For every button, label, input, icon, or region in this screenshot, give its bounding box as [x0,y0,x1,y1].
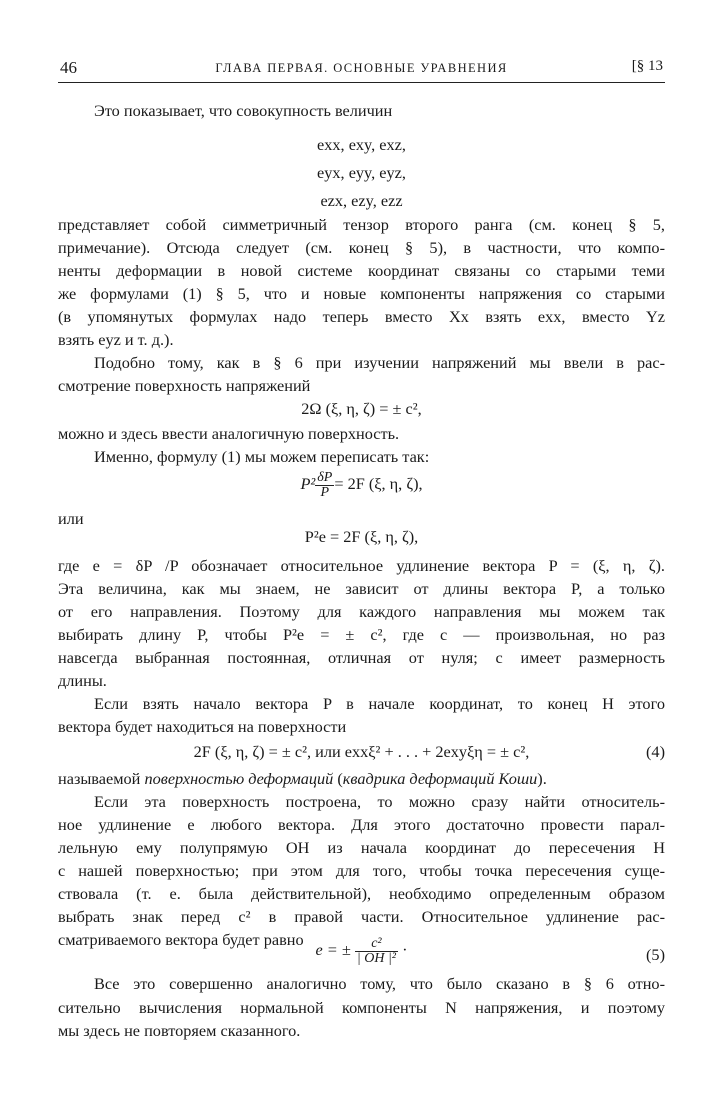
paragraph-line: ное удлинение e любого вектора. Для этого достаточно провести парал- [58,815,665,834]
paragraph-line: выбирать длину P, чтобы P²e = ± c², где c — произвольная, но раз [58,625,665,644]
paragraph-line: вектора будет находиться на поверхности [58,717,347,736]
matrix-row-2: eyx, eyy, eyz, [317,163,406,182]
paragraph-line: взять eyz и т. д.). [58,330,174,349]
formula-4: 2F (ξ, η, ζ) = ± c², или exxξ² + . . . + 2exyξη = ± c², (4) [193,742,665,761]
paragraph-line: называемой поверхностью деформаций (квадрика деформаций Коши). [58,769,547,788]
paragraph-line: Это показывает, что совокупность величин [94,101,393,120]
paragraph-line: смотрение поверхность напряжений [58,376,311,395]
equation-number: (4) [646,742,665,761]
matrix-row-1: exx, exy, exz, [317,135,406,154]
paragraph-line: или [58,509,84,528]
formula-stress-surface: 2Ω (ξ, η, ζ) = ± c², [301,399,422,418]
paragraph-line: Эта величина, как мы знаем, не зависит от длины вектора P, а только [58,579,665,598]
formula-p2e: P²e = 2F (ξ, η, ζ), [304,527,419,546]
paragraph-line: сительно вычисления нормальной компоненты N напряжения, и поэтому [58,998,665,1017]
fraction: $\frac{\text{c²}}{\text{| OH |²}}$ [356,936,396,966]
paragraph-line: длины. [58,671,107,690]
paragraph-line: Все это совершенно аналогично тому, что было сказано в § 6 отно- [94,974,665,993]
paragraph-line: представляет собой симметричный тензор второго ранга (см. конец § 5, [58,215,665,234]
equation-number: (5) [646,945,665,964]
paragraph-line: лельную ему полупрямую OH из начала координат до пересечения H [58,838,665,857]
paragraph-line: (в упомянутых формулах надо теперь вместо Xx взять exx, вместо Yz [58,307,665,326]
paragraph-line: Если эта поверхность построена, то можно сразу найти относитель- [94,792,665,811]
paragraph-line: с нашей поверхностью; при этом для того, чтобы точка пересечения суще- [58,861,665,880]
paragraph-line: можно и здесь ввести аналогичную поверхность. [58,424,400,443]
formula-1-rewritten: P² $\frac{\delta P}{P}$ = 2F (ξ, η, ζ), [300,470,423,500]
paragraph-line: ствовала (т. е. была действительной), необходимо определенным образом [58,884,665,903]
fraction: $\frac{\delta P}{P}$ [317,470,333,500]
paragraph-line: мы здесь не повторяем сказанного. [58,1021,301,1040]
running-header [58,58,665,83]
paragraph-line: Если взять начало вектора P в начале координат, то конец H этого [94,694,665,713]
chapter-title: ГЛАВА ПЕРВАЯ. ОСНОВНЫЕ УРАВНЕНИЯ [215,61,508,75]
formula-5: e = ± $\frac{\text{c²}}{\text{| OH |²}}$ · (5) [315,936,665,966]
paragraph-line: навсегда выбранная постоянная, отличная от нуля; c имеет размерность [58,648,665,667]
page-number: 46 [60,58,77,77]
paragraph-line: выбрать знак перед c² в правой части. Относительное удлинение рас- [58,907,665,926]
matrix-row-3: ezx, ezy, ezz [320,191,403,210]
paragraph-line: где e = δP /P обозначает относительное удлинение вектора P = (ξ, η, ζ). [58,556,665,575]
paragraph-line: Подобно тому, как в § 6 при изучении напряжений мы ввели в рас- [94,353,665,372]
paragraph-line: примечание). Отсюда следует (см. конец § 5), в частности, что компо- [58,238,665,257]
paragraph-line: сматриваемого вектора будет равно [58,930,304,949]
paragraph-line: ненты деформации в новой системе координат связаны со старыми теми [58,261,665,280]
paragraph-line: же формулами (1) § 5, что и новые компоненты напряжения со старыми [58,284,665,303]
section-marker: [§ 13 [631,58,663,74]
paragraph-line: Именно, формулу (1) мы можем переписать так: [94,447,430,466]
paragraph-line: от его направления. Поэтому для каждого направления мы можем так [58,602,665,621]
